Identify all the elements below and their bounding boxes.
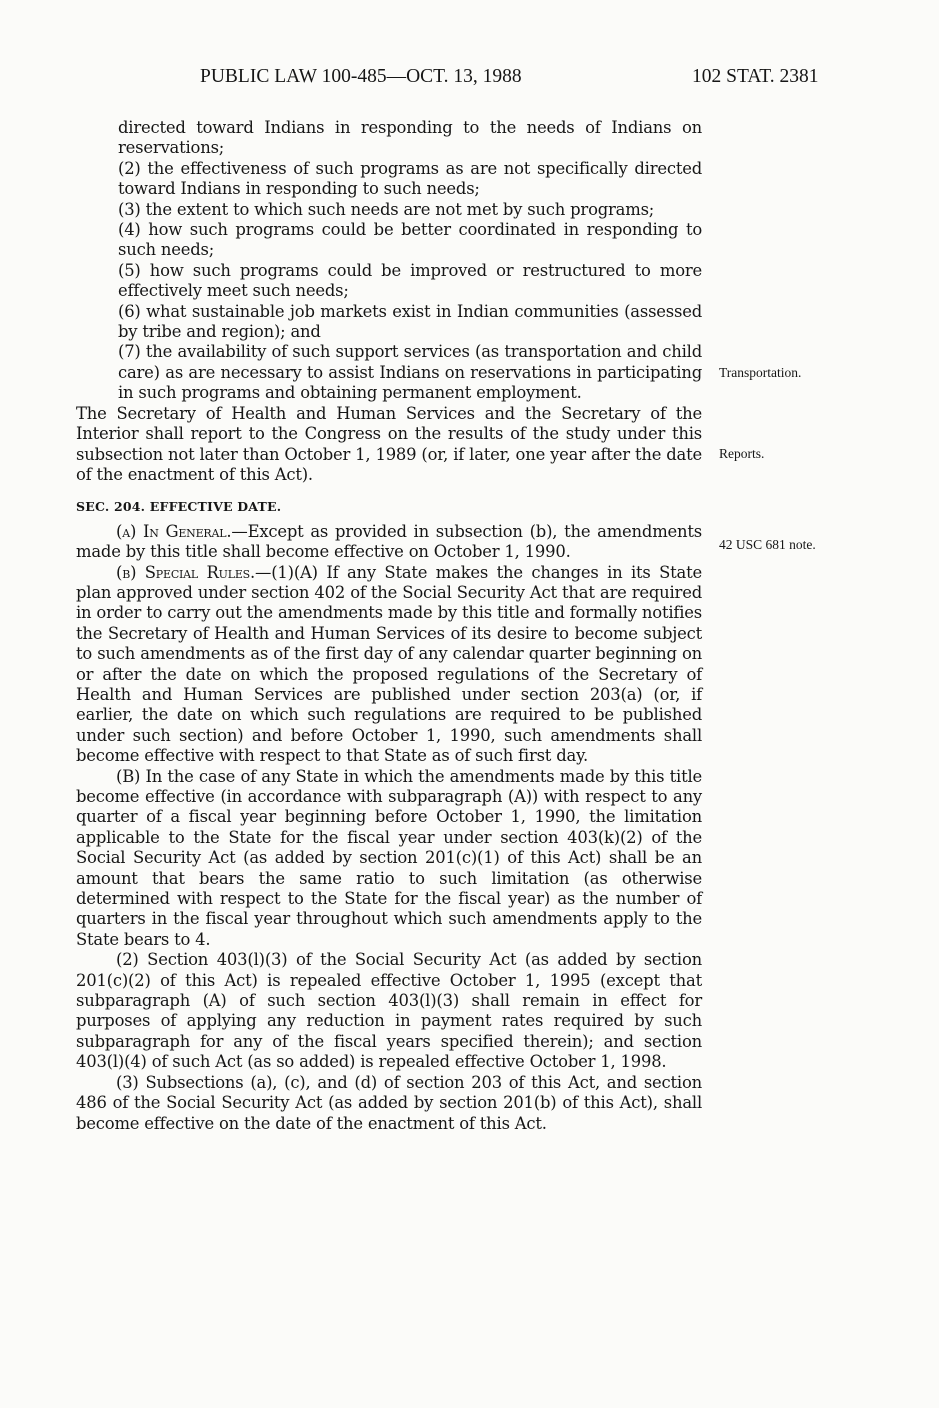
list-item-3: (3) the extent to which such needs are not met by such programs; — [118, 199, 655, 219]
margin-note-transportation: Transportation. — [719, 365, 802, 380]
subsection-a-text: —Except as provided in subsection (b), the amendments made by this title shall become effective on October 1, 1990. — [76, 521, 702, 562]
subsection-b — [76, 563, 702, 767]
running-header-left: PUBLIC LAW 100-485—OCT. 13, 1988 — [200, 66, 522, 87]
paragraph-2: (2) Section 403(l)(3) of the Social Security Act (as added by section 201(c)(2) of this Act) is repealed effective October 1, 1995 (except that subparagraph (A) of such section 403(l)(3) shall remain in effect for purposes of applying any reduction in payment rates required by such subparagraph for any of the fiscal years specified therein); and section 403(l)(4) of such Act (as so added) is repealed effective October 1, 1998. — [76, 950, 702, 1072]
body-text — [76, 118, 702, 1134]
list-item-2: (2) the effectiveness of such programs as are not specifically directed toward Indians in responding to such needs; — [118, 158, 702, 199]
paragraph-3: (3) Subsections (a), (c), and (d) of section 203 of this Act, and section 486 of the Social Security Act (as added by section 201(b) of this Act), shall become effective on the date of the enactment of this Act. — [76, 1072, 702, 1133]
list-item-4: (4) how such programs could be better coordinated in responding to such needs; — [118, 220, 702, 260]
subsection-b-label: (b) Special Rules. — [116, 562, 256, 582]
subparagraph-b: (B) In the case of any State in which the amendments made by this title become effective (in accordance with subparagraph (A)) with respect to any quarter of a fiscal year beginning before October 1, 1990, the limitation applicable to the State for the fiscal year under section 403(k)(2) of the Social Security Act (as added by section 201(c)(1) of this Act) shall be an amount that bears the same ratio to such limitation (as otherwise determined with respect to the State for the fiscal year) as the number of quarters in the fiscal year throughout which such amendments apply to the State bears to 4. — [76, 766, 702, 949]
subsection-a-label: (a) In General. — [116, 521, 232, 541]
subsection-b-text: —(1)(A) If any State makes the changes in its State plan approved under section 402 of the Social Security Act that are required in order to carry out the amendments made by this title and formally notifies the Secretary of Health and Human Services of its desire to become subject to such amendments as of the first day of any calendar quarter beginning on or after the date on which the proposed regulations of the Secretary of Health and Human Services are published under section 203(a) (or, if earlier, the date on which such regulations are required to be published under such section) and before October 1, 1990, such amendments shall become effective with respect to that State as of such first day. — [76, 562, 702, 766]
list-item-7: (7) the availability of such support services (as transportation and child care) as are necessary to assist Indians on reservations in participating in such programs and obtaining permanent employment. — [118, 342, 702, 403]
paragraph-continuation: directed toward Indians in responding to the needs of Indians on reservations; — [118, 118, 702, 158]
subsection-a — [76, 522, 702, 563]
section-heading: SEC. 204. EFFECTIVE DATE. — [76, 499, 282, 515]
margin-note-reports: Reports. — [719, 446, 765, 461]
running-header-right: 102 STAT. 2381 — [692, 66, 819, 87]
report-paragraph: The Secretary of Health and Human Services and the Secretary of the Interior shall report to the Congress on the results of the study under this subsection not later than October 1, 1989 (or, if later, one year after the date of the enactment of this Act). — [76, 403, 702, 484]
margin-note-usc: 42 USC 681 note. — [719, 537, 816, 552]
list-item-6: (6) what sustainable job markets exist in Indian communities (assessed by tribe and region); and — [118, 301, 702, 342]
list-item-5: (5) how such programs could be improved or restructured to more effectively meet such needs; — [118, 260, 702, 301]
